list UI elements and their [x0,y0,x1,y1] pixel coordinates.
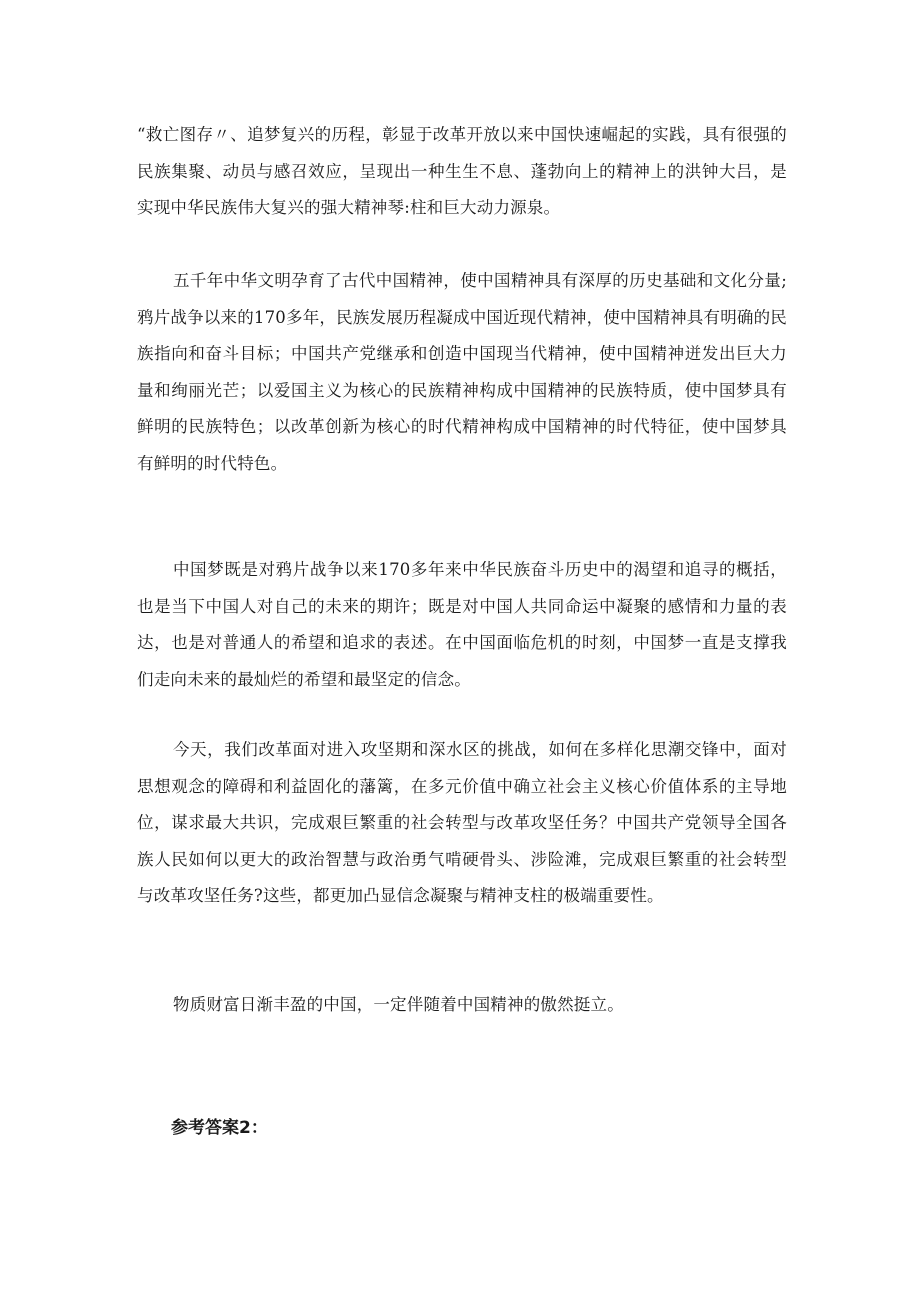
paragraph-4: 今天，我们改革面对进入攻坚期和深水区的挑战，如何在多样化思潮交锋中，面对思想观念的障碍和利益固化的藩篱，在多元价值中确立社会主义核心价值体系的主导地位，谋求最大共识，完成艰巨繁重的社会转型与改革攻坚任务？中国共产党领导全国各族人民如何以更大的政治智慧与政治勇气啃硬骨头、涉险滩，完成艰巨繁重的社会转型与改革攻坚任务?这些，都更加凸显信念凝聚与精神支柱的极端重要性。 [137,740,787,905]
paragraph-2: 五千年中华文明孕育了古代中国精神，使中国精神具有深厚的历史基础和文化分量;鸦片战争以来的170多年，民族发展历程凝成中国近现代精神，使中国精神具有明确的民族指向和奋斗目标；中国共产党继承和创造中国现当代精神，使中国精神迸发出巨大力量和绚丽光芒；以爱国主义为核心的民族精神构成中国精神的民族特质，使中国梦具有鲜明的民族特色；以改革创新为核心的时代精神构成中国精神的时代特征，使中国梦具有鲜明的时代特色。 [137,271,787,473]
paragraph-3: 中国梦既是对鸦片战争以来170多年来中华民族奋斗历史中的渴望和追寻的概括，也是当下中国人对自己的未来的期许；既是对中国人共同命运中凝聚的感情和力量的表达，也是对普通人的希望和追求的表述。在中国面临危机的时刻，中国梦一直是支撑我们走向未来的最灿烂的希望和最坚定的信念。 [137,560,787,689]
section-heading: 参考答案2： [171,1118,268,1138]
paragraph-5: 物质财富日渐丰盈的中国，一定伴随着中国精神的傲然挺立。 [173,995,624,1014]
paragraph-1: “救亡图存〃、追梦复兴的历程，彰显于改革开放以来中国快速崛起的实践，具有很强的民族集聚、动员与感召效应，呈现出一种生生不息、蓬勃向上的精神上的洪钟大吕，是实现中华民族伟大复兴的强大精神琴:柱和巨大动力源泉。 [137,125,787,217]
